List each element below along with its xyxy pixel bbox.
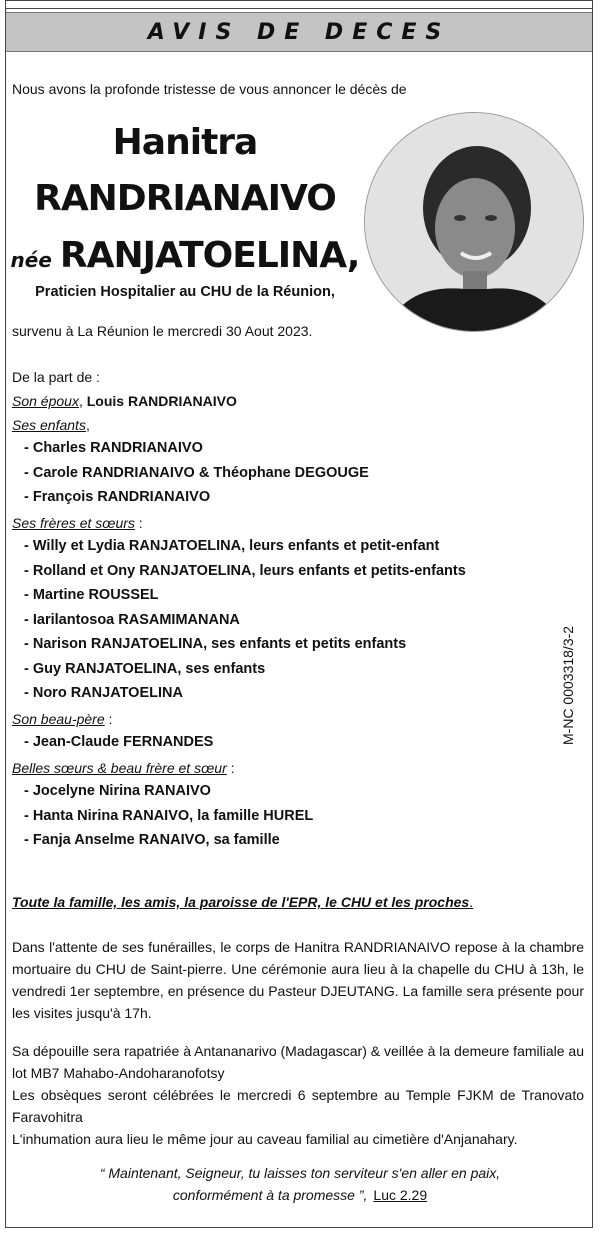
- deceased-title: Praticien Hospitalier au CHU de la Réunion,: [35, 284, 335, 300]
- list-item: - Jean-Claude FERNANDES: [24, 734, 214, 750]
- children-sep: ,: [85, 417, 90, 433]
- siblings-sep: :: [134, 515, 143, 531]
- quote-line-1: “ Maintenant, Seigneur, tu laisses ton serviteur s'en aller en paix,: [99, 1165, 501, 1181]
- funeral-paragraph-2: Sa dépouille sera rapatriée à Antananarivo (Madagascar) & veillée à la demeure familiale au lot MB7 Mahabo-Andoharanofotsy: [12, 1043, 584, 1081]
- spouse-sep: ,: [78, 393, 83, 409]
- siblings-label: Ses frères et sœurs: [12, 515, 135, 531]
- nee-label: née: [10, 248, 52, 272]
- funeral-paragraph-4: L'inhumation aura lieu le même jour au caveau familial au cimetière d'Anjanahary.: [12, 1131, 518, 1147]
- list-item: - Martine ROUSSEL: [24, 587, 159, 603]
- spouse-line: [12, 392, 237, 410]
- closing-family-text: Toute la famille, les amis, la paroisse de l'EPR, le CHU et les proches: [12, 894, 470, 910]
- father-in-law-heading: [12, 710, 112, 728]
- intro-text: Nous avons la profonde tristesse de vous annoncer le décès de: [12, 81, 407, 97]
- top-strip: [6, 0, 592, 9]
- children-heading: [12, 416, 90, 434]
- list-item: - Guy RANJATOELINA, ses enfants: [24, 661, 266, 677]
- list-item: - François RANDRIANAIVO: [24, 489, 211, 505]
- list-item: - Charles RANDRIANAIVO: [24, 440, 203, 456]
- list-item: - Willy et Lydia RANJATOELINA, leurs enfants et petit-enfant: [24, 538, 440, 554]
- in-laws-heading: [12, 759, 235, 777]
- funeral-paragraph-1: Dans l'attente de ses funérailles, le corps de Hanitra RANDRIANAIVO repose à la chambre mortuaire du CHU de Saint-pierre. Une cérémonie aura lieu à la chapelle du CHU à 13h, le vendredi 1er septembre, en présence du Pasteur DJEUTANG. La famille sera présente pour les visites jusqu'à 17h.: [12, 939, 584, 1021]
- list-item: - Rolland et Ony RANJATOELINA, leurs enfants et petits-enfants: [24, 563, 466, 579]
- list-item: - Noro RANJATOELINA: [24, 685, 183, 701]
- list-item: - Narison RANJATOELINA, ses enfants et petits enfants: [24, 636, 407, 652]
- list-item: - Carole RANDRIANAIVO & Théophane DEGOUGE: [24, 465, 369, 481]
- deceased-maiden-name-line: [0, 234, 370, 282]
- portrait-image: [365, 113, 583, 331]
- funeral-paragraph-3: Les obsèques seront célébrées le mercredi 6 septembre au Temple FJKM de Tranovato Faravohitra: [12, 1087, 584, 1125]
- reference-code: M-NC 0003318/3-2: [560, 625, 576, 745]
- notice-header: [6, 12, 592, 52]
- closing-family-line: [12, 894, 584, 910]
- date-line: survenu à La Réunion le mercredi 30 Aout 2023.: [12, 323, 313, 339]
- deceased-last-name: RANDRIANAIVO: [34, 178, 336, 219]
- list-item: - Fanja Anselme RANAIVO, sa famille: [24, 832, 280, 848]
- quote-line-2: [0, 1184, 600, 1206]
- notice-title: AVIS DE DECES: [147, 19, 451, 45]
- list-item: - Jocelyne Nirina RANAIVO: [24, 783, 211, 799]
- spouse-label: Son époux: [12, 393, 79, 409]
- father-in-law-label: Son beau-père: [12, 711, 105, 727]
- siblings-heading: [12, 514, 143, 532]
- father-in-law-sep: :: [104, 711, 113, 727]
- children-label: Ses enfants: [12, 417, 86, 433]
- portrait-photo: [364, 112, 584, 332]
- quote-text-2: conformément à ta promesse ”,: [172, 1187, 368, 1203]
- spouse-name: Louis RANDRIANAIVO: [86, 393, 237, 409]
- from-label: De la part de :: [12, 369, 100, 385]
- in-laws-label: Belles sœurs & beau frère et sœur: [12, 760, 227, 776]
- list-item: - Hanta Nirina RANAIVO, la famille HUREL: [24, 808, 314, 824]
- closing-family-end: .: [469, 894, 474, 910]
- quote-reference: Luc 2.29: [373, 1187, 428, 1203]
- deceased-first-name: Hanitra: [112, 122, 258, 163]
- list-item: - Iarilantosoa RASAMIMANANA: [24, 612, 240, 628]
- in-laws-sep: :: [226, 760, 235, 776]
- maiden-name: RANJATOELINA,: [59, 235, 360, 276]
